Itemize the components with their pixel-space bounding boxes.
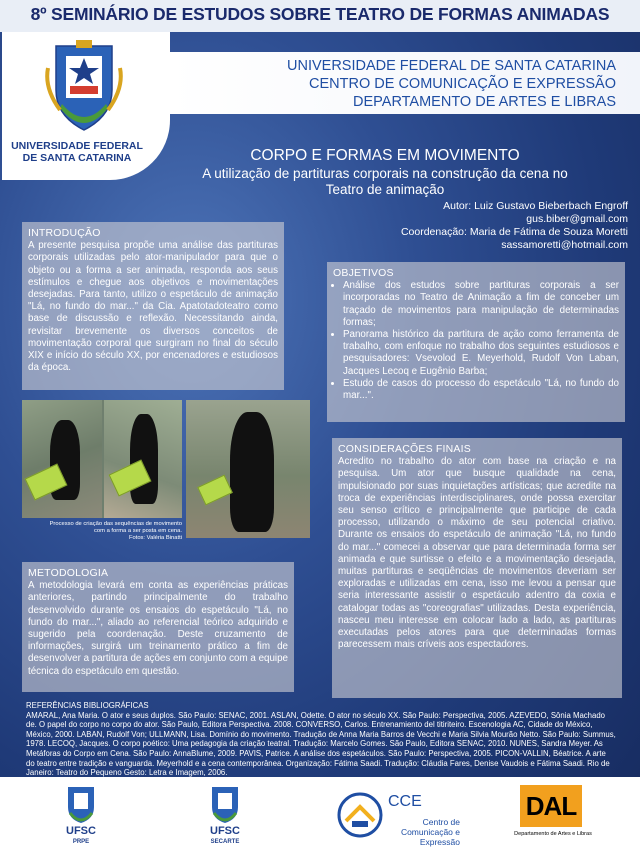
puppet-flag	[197, 475, 233, 506]
objectives-heading: OBJETIVOS	[333, 267, 394, 279]
references	[20, 698, 622, 778]
ufsc-secarte-crest-icon	[208, 783, 242, 825]
project-title: CORPO E FORMAS EM MOVIMENTO	[250, 147, 520, 164]
cce-logo-icon	[336, 791, 384, 839]
actor-figure	[130, 414, 158, 504]
objectives-panel	[327, 262, 625, 422]
intro-heading: INTRODUÇÃO	[28, 227, 101, 239]
references-heading: REFERÊNCIAS BIBLIOGRÁFICAS	[26, 701, 149, 710]
cce-abbr: CCE	[388, 793, 422, 810]
ufsc-secarte-label: UFSC	[210, 825, 240, 837]
methodology-panel	[22, 562, 294, 692]
crest-caption	[2, 140, 152, 164]
coordinator-name: Coordenação: Maria de Fátima de Souza Moretti	[400, 226, 628, 238]
authors-block	[268, 200, 628, 252]
dal-logo: DAL	[520, 785, 582, 827]
project-subtitle-line1: A utilização de partituras corporais na construção da cena no	[202, 166, 568, 181]
rehearsal-photo-left	[22, 400, 102, 518]
methodology-text: A metodologia levará em conta as experiências práticas anteriores, partindo principalmente do trabalho desenvolvido durante os ensaios do espetáculo "Lá, no fundo do mar...", aliado ao referencial teórico adquirido e sugerido pela coordenação. Deste cruzamento de informações, surgirá um treinamento prático a fim de desenvolver a partitura de ações em conjunto com a equipe técnica do espetáculo em questão.	[28, 580, 288, 677]
intro-text: A presente pesquisa propõe uma análise das partituras corporais utilizadas pelo ator-manipulador para que o objeto ou a forma a ser animada, responda aos seus estímulos e chegue aos objetivos e movimentações desejadas. Para tanto, utilizo o espetáculo de animação "Lá, no fundo do mar..." da Cia. Apatotadoteatro como base de discussão e reflexão. Necessitando ainda, revisitar brevemente os diversos conceitos de movimentação corporal que surgiram no final do século XIX e início do século XX, por encenadores e estudiosos da época.	[28, 240, 278, 374]
cce-name-line2: Comunicação e Expressão	[400, 827, 460, 847]
ufsc-secarte-sub: SECARTE	[210, 839, 240, 845]
author-name: Autor: Luiz Gustavo Bieberbach Engroff	[443, 200, 628, 212]
photo-caption	[22, 521, 182, 542]
rehearsal-photo-right	[104, 400, 182, 518]
sponsor-footer	[0, 777, 640, 853]
ufsc-crest-icon	[42, 38, 126, 138]
coordinator-email: sassamoretti@hotmail.com	[501, 239, 628, 251]
author-email: gus.biber@gmail.com	[526, 213, 628, 225]
ufsc-prpe-label: UFSC	[66, 825, 96, 837]
ufsc-prpe-crest-icon	[64, 783, 98, 825]
ufsc-prpe-sub: PRPE	[72, 839, 90, 845]
institution-line3: DEPARTAMENTO DE ARTES E LIBRAS	[353, 94, 616, 110]
project-subtitle-line2: Teatro de animação	[325, 182, 445, 197]
caption-line2: com a forma a ser posta em cena.	[94, 528, 182, 534]
objectives-list	[333, 280, 619, 402]
institution-line1: UNIVERSIDADE FEDERAL DE SANTA CATARINA	[287, 58, 616, 74]
dal-caption: Departamento de Artes e Libras	[514, 831, 592, 837]
rehearsal-photos	[22, 400, 182, 518]
methodology-heading: METODOLOGIA	[28, 567, 109, 579]
considerations-heading: CONSIDERAÇÕES FINAIS	[338, 443, 471, 455]
actor-figure	[230, 412, 274, 532]
ufsc-crest-block	[2, 32, 170, 180]
objective-item: • Estudo de casos do processo do espetáculo "Lá, no fundo do mar...".	[343, 378, 619, 402]
caption-line3: Fotos: Valéria Binatti	[128, 535, 182, 541]
objective-item: • Análise dos estudos sobre partituras corporais a ser incorporadas no Teatro de Animação a fim de conceber um traçado de movimentos para manipulação de determinadas formas;	[343, 280, 619, 329]
institution-line2: CENTRO DE COMUNICAÇÃO E EXPRESSÃO	[309, 76, 616, 92]
rehearsal-photo-large	[186, 400, 310, 538]
references-text: AMARAL, Ana Maria. O ator e seus duplos. São Paulo: SENAC, 2001. ASLAN, Odette. O ator no século XX. São Paulo: Perspectiva, 2005. AZEVEDO, Sônia Machado de. O papel do corpo no corpo do ator. São Paulo, Editora Perspectiva. 2008. CONVERSO, Carlos. Entrenamiento del titiriteiro. Escenologia AC, Cidade do México, México, 2000. LABAN, Rudolf Von; ULLMANN, Lisa. Domínio do movimento. Tradução de Anna Maria Barros de Vecchi e Maria Silvia Mourão Netto. São Paulo: Summus, 1978. LECOQ, Jacques. O corpo poético: Uma pedagogia da criação teatral. Tradução: Marcelo Gomes. São Paulo, Editora SENAC, 2010. NUNES, Sandra Meyer. As Metáforas do Corpo em Cena. São Paulo: AnnaBlume, 2009. PAVIS, Patrice. A análise dos espetáculos. São Paulo: Perspectiva, 2005. PICON-VALLIN, Béatrice. A arte do teatro entre tradição e vanguarda. Meyerhold e a cena contemporânea. Organização: Fátima Saadi. Tradução: Cláudia Fares, Denise Vaudois e Fátima Saadi. Rio de Janeiro: Teatro do Pequeno Gesto: Letra e Imagem, 2006.	[26, 710, 616, 778]
objective-item: • Panorama histórico da partitura de ação como ferramenta de trabalho, com enfoque no trabalho dos seguintes estudiosos e pesquisadores: Vsevolod E. Meyerhold, Rudolf Von Laban, Jacques Lecoq e Eugênio Barba;	[343, 329, 619, 378]
intro-panel	[22, 222, 284, 390]
cce-name	[380, 817, 460, 847]
considerations-text: Acredito no trabalho do ator com base na criação e na pesquisa. Um ator que busque qualidade na cena, impulsionado por suas inquietações artísticas; que acredite na troca de experiências interdisciplinares, onde possa exercitar seu senso crítico e principalmente que participe de cada processo, utilizando o máximo de seu potencial criativo. Durante os ensaios do espetáculo de animação "Lá, no fundo do mar..." comecei a observar que para determinada forma ser animada e que surtisse o efeito e a movimentação desejada, muitas partituras e seqüências de movimentos deveriam ser exploradas e utilizadas em cena, isso me levou a pensar que seria interessante assistir o espetáculo adentro da coxia e catalogar todas as "coreografias" utilizadas. Desta experiência, nasceu meu interesse em colocar lado a lado, as partituras executadas pelos atores para que determinadas formas parecessem mais críveis aos espectadores.	[338, 456, 616, 651]
event-title: 8º SEMINÁRIO DE ESTUDOS SOBRE TEATRO DE FORMAS ANIMADAS	[30, 4, 610, 24]
crest-caption-line1: UNIVERSIDADE FEDERAL	[11, 140, 143, 152]
caption-line1: Processo de criação das sequências de movimento	[49, 521, 182, 527]
project-subtitle	[150, 166, 620, 198]
considerations-panel	[332, 438, 622, 698]
cce-name-line1: Centro de	[422, 817, 460, 827]
crest-caption-line2: DE SANTA CATARINA	[22, 152, 132, 164]
